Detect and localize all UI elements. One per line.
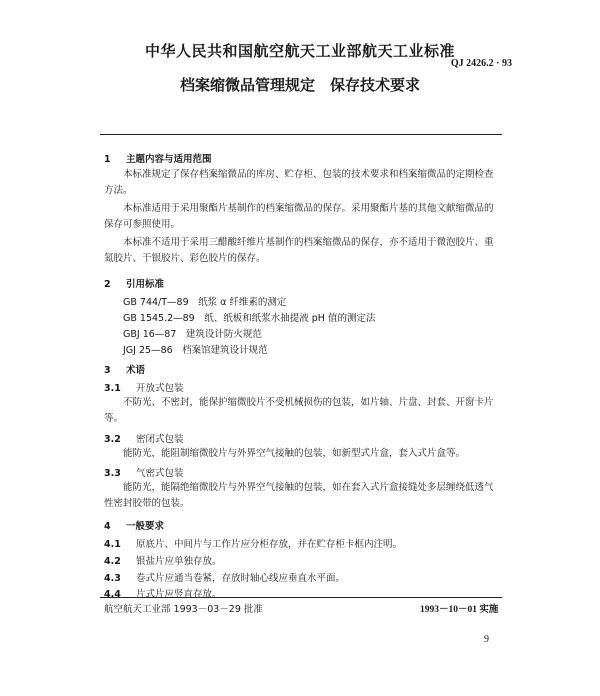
standard-code: QJ 2426.2 · 93	[450, 58, 512, 69]
term-3-3-heading	[104, 465, 184, 479]
header-rule	[100, 134, 502, 135]
section-number: 4	[104, 521, 111, 532]
requirement-number: 4.3	[104, 573, 121, 584]
term-number: 3.2	[104, 434, 121, 445]
requirement-number: 4.1	[104, 539, 121, 550]
requirement-item	[104, 553, 222, 567]
section-title: 术语	[126, 365, 146, 376]
section-number: 3	[104, 365, 111, 376]
reference-item: JGJ 25—86 档案馆建筑设计规范	[123, 345, 268, 356]
section-title: 主题内容与适用范围	[126, 154, 212, 165]
term-3-1-definition: 不防光、不密封，能保护缩微胶片不受机械损伤的包装，如片轴、片盘、封套、开窗卡片等。	[104, 397, 494, 424]
page-number: 9	[484, 634, 489, 645]
requirement-text: 原底片、中间片与工作片应分柜存放，并在贮存柜卡框内注明。	[136, 539, 403, 550]
requirement-text: 卷式片应通当卷紧，存放时轴心线应垂直水平面。	[136, 573, 346, 584]
footer-rule	[100, 597, 502, 598]
section-1-paragraph-3: 本标准不适用于采用三醋酸纤维片基制作的档案缩微品的保存，亦不适用于微泡胶片、重氮胶片、干银胶片、彩色胶片的保存。	[104, 237, 494, 264]
term-3-1-heading	[104, 380, 184, 394]
reference-item: GBJ 16—87 建筑设计防火规范	[123, 329, 262, 340]
term-number: 3.1	[104, 383, 121, 394]
term-title: 开放式包装	[136, 383, 184, 394]
section-title: 引用标准	[126, 279, 165, 290]
section-3-heading	[104, 362, 145, 376]
document-title: 档案缩微品管理规定 保存技术要求	[179, 76, 420, 94]
requirement-number: 4.2	[104, 556, 121, 567]
term-title: 气密式包装	[136, 468, 184, 479]
reference-item: GB 1545.2—89 纸、纸板和纸浆水抽提液 pH 值的测定法	[123, 313, 376, 324]
standard-org-title: 中华人民共和国航空航天工业部航天工业标准	[144, 42, 455, 60]
requirement-item	[104, 536, 402, 550]
section-number: 1	[104, 154, 111, 165]
effective-date: 1993－10－01 实施	[420, 605, 499, 615]
section-1-heading	[104, 151, 212, 165]
section-title: 一般要求	[126, 521, 165, 532]
term-3-3-definition: 能防光，能隔绝缩微胶片与外界空气接触的包装，如在套入式片盒接缝处多层缠绕低透气性密封胶带的包装。	[104, 482, 494, 509]
section-1-paragraph-2: 本标准适用于采用聚酯片基制作的档案缩微品的保存。采用聚酯片基的其他文献缩微品的保存可参照使用。	[104, 203, 494, 230]
approval-date: 航空航天工业部 1993－03－29 批准	[104, 604, 263, 615]
requirement-text: 银盐片应单独存放。	[136, 556, 222, 567]
requirement-number: 4.4	[104, 589, 121, 600]
section-number: 2	[104, 279, 111, 290]
requirement-text: 片式片应竖直存放。	[136, 589, 222, 600]
term-3-2-definition: 能防光，能阻制缩微胶片与外界空气接触的包装，如新型式片盒，套入式片盒等。	[123, 448, 466, 459]
term-number: 3.3	[104, 468, 121, 479]
term-title: 密闭式包装	[136, 434, 184, 445]
requirement-item	[104, 570, 345, 584]
section-2-heading	[104, 276, 164, 290]
section-1-paragraph-1: 本标准规定了保存档案缩微品的库房、贮存柜、包装的技术要求和档案缩微品的定期检查方法。	[104, 169, 494, 196]
section-4-heading	[104, 518, 164, 532]
reference-item: GB 744/T—89 纸浆 α 纤维素的测定	[123, 297, 287, 308]
term-3-2-heading	[104, 431, 184, 445]
